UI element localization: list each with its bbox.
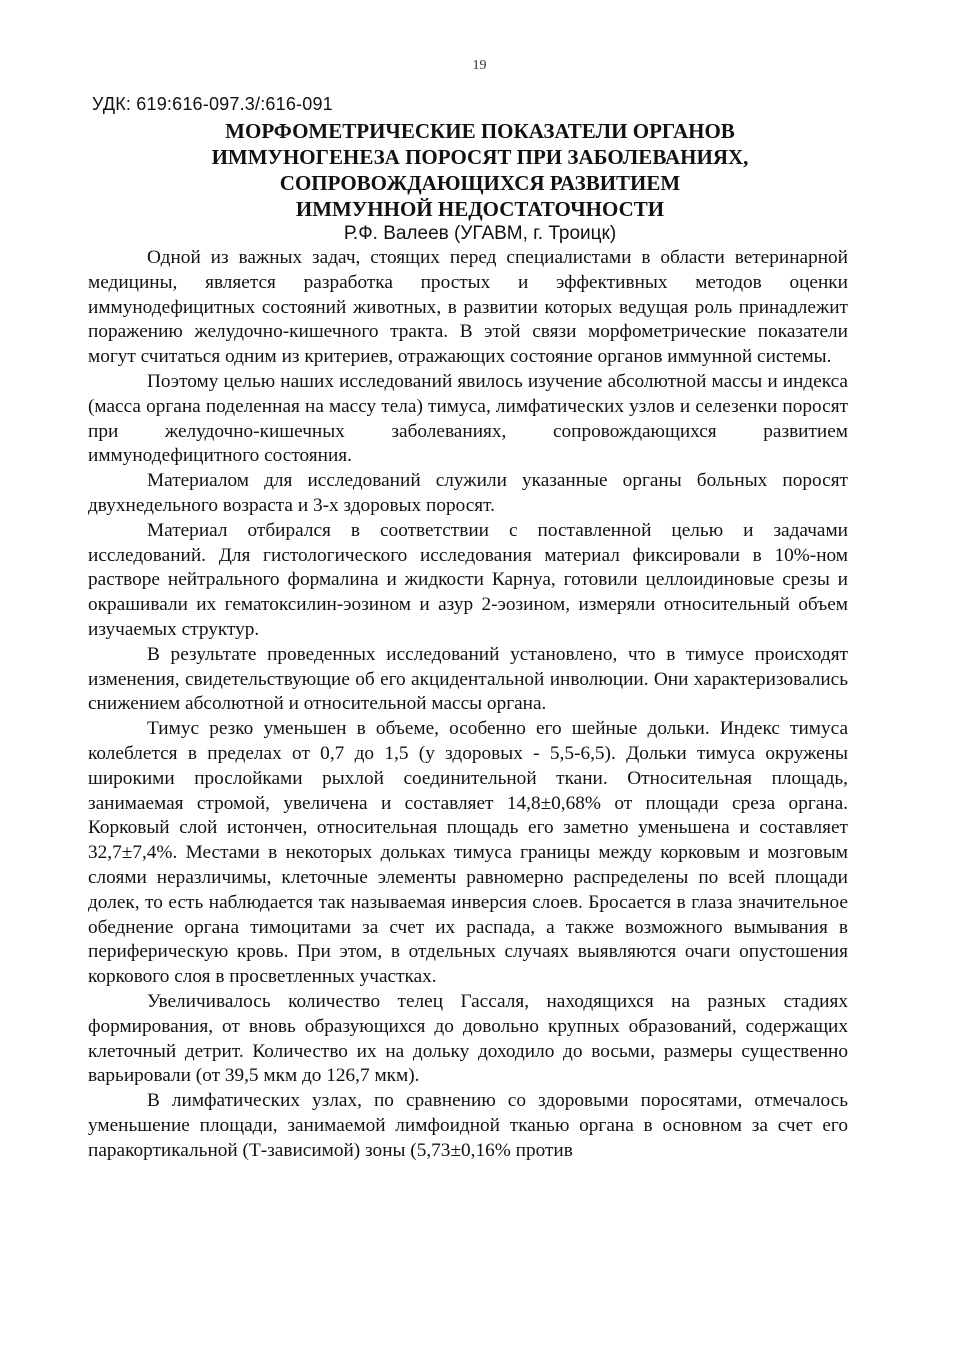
- title-line: СОПРОВОЖДАЮЩИХСЯ РАЗВИТИЕМ: [279, 171, 681, 195]
- title-line: МОРФОМЕТРИЧЕСКИЕ ПОКАЗАТЕЛИ ОРГАНОВ: [225, 119, 735, 143]
- title-line: ИММУНОГЕНЕЗА ПОРОСЯТ ПРИ ЗАБОЛЕВАНИЯХ,: [211, 145, 749, 169]
- paragraph: Поэтому целью наших исследований явилось изучение абсолютной массы и индекса (масса органа поделенная на массу тела) тимуса, лимфатических узлов и селезенки поросят при желудочно-кишечных заболеваниях, сопровождающихся развитием иммунодефицитного состояния.: [88, 370, 848, 467]
- udk-code: УДК: 619:616-097.3/:616-091: [92, 94, 333, 114]
- paragraph: Тимус резко уменьшен в объеме, особенно его шейные дольки. Индекс тимуса колеблется в пределах от 0,7 до 1,5 (у здоровых - 5,5-6,5). Дольки тимуса окружены широкими прослойками рыхлой соединительной ткани. Относительная площадь, занимаемая стромой, увеличена и составляет 14,8±0,68% от площади среза органа. Корковый слой истончен, относительная площадь его заметно уменьшена и составляет 32,7±7,4%. Местами в некоторых дольках тимуса границы между корковым и мозговым слоями неразличимы, клеточные элементы равномерно распределены по всей площади долек, то есть наблюдается так называемая инверсия слоев. Бросается в глаза значительное обеднение органа тимоцитами за счет их распада, а также возможного вымывания в периферическую кровь. При этом, в отдельных случаях выявляются очаги опустошения коркового слоя в просветленных участках.: [88, 718, 848, 988]
- paragraph: Материалом для исследований служили указанные органы больных поросят двухнедельного возраста и 3-х здоровых поросят.: [88, 470, 848, 516]
- title-line: ИММУННОЙ НЕДОСТАТОЧНОСТИ: [295, 197, 665, 221]
- paragraph: Одной из важных задач, стоящих перед специалистами в области ветеринарной медицины, является разработка простых и эффективных методов оценки иммунодефицитных состояний животных, в развитии которых ведущая роль принадлежит поражению желудочно-кишечного тракта. В этой связи морфометрические показатели могут считаться одним из критериев, отражающих состояние органов иммунной системы.: [88, 247, 848, 368]
- paragraph: В результате проведенных исследований установлено, что в тимусе происходят изменения, свидетельствующие об его акцидентальной инволюции. Они характеризовались снижением абсолютной и относительной массы органа.: [88, 643, 848, 715]
- paragraph: Материал отбирался в соответствии с поставленной целью и задачами исследований. Для гистологического исследования материал фиксировали в 10%-ном растворе нейтрального формалина и жидкости Карнуа, готовили целлоидиновые срезы и окрашивали их гематоксилин-эозином и азур 2-эозином, измеряли относительный объем изучаемых структур.: [88, 519, 848, 640]
- page-number: 19: [472, 58, 487, 73]
- article-body: [88, 246, 848, 1163]
- author-line: Р.Ф. Валеев (УГАВМ, г. Троицк): [343, 223, 617, 244]
- paragraph: Увеличивалось количество телец Гассаля, находящихся на разных стадиях формирования, от вновь образующихся до довольно крупных образований, содержащих клеточный детрит. Количество их на дольку доходило до восьми, размеры существенно варьировали (от 39,5 мкм до 126,7 мкм).: [88, 990, 848, 1087]
- article-title: [100, 118, 860, 222]
- paragraph: В лимфатических узлах, по сравнению со здоровыми поросятами, отмечалось уменьшение площади, занимаемой лимфоидной тканью органа в основном за счет его паракортикальной (Т-зависимой) зоны (5,73±0,16% против: [88, 1090, 848, 1161]
